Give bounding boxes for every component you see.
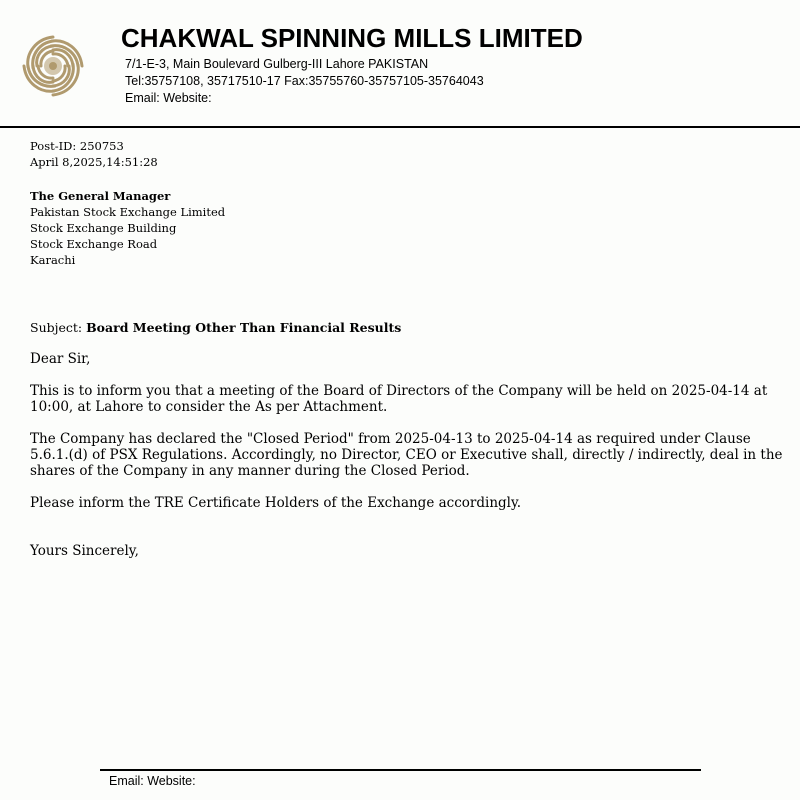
body-paragraph-inform: Please inform the TRE Certificate Holders of the Exchange accordingly. [30, 495, 522, 511]
subject-text: Board Meeting Other Than Financial Results [86, 320, 402, 335]
company-email-website: Email: Website: [125, 91, 212, 105]
post-id: Post-ID: 250753 [30, 139, 124, 153]
post-date: April 8,2025,14:51:28 [30, 155, 158, 169]
salutation: Dear Sir, [30, 351, 91, 367]
recipient-line: Pakistan Stock Exchange Limited [30, 205, 226, 219]
footer-email-website: Email: Website: [109, 774, 196, 788]
swirl-logo-icon [18, 31, 88, 101]
recipient-line: Stock Exchange Road [30, 237, 158, 251]
company-phone-fax: Tel:35757108, 35717510-17 Fax:35755760-35757105-35764043 [125, 74, 484, 88]
company-logo [18, 31, 88, 101]
company-name: CHAKWAL SPINNING MILLS LIMITED [121, 23, 583, 53]
company-address: 7/1-E-3, Main Boulevard Gulberg-III Lahore PAKISTAN [125, 57, 429, 71]
footer-divider [100, 769, 701, 771]
body-paragraph-closed-period: The Company has declared the "Closed Period" from 2025-04-13 to 2025-04-14 as required under Clause 5.6.1.(d) of PSX Regulations. Accordingly, no Director, CEO or Executive shall, directly / indirectly, deal in the shares of the Company in any manner during the Closed Period. [30, 431, 783, 479]
recipient-address-block [30, 188, 225, 268]
header-divider [0, 126, 800, 128]
recipient-line: Stock Exchange Building [30, 221, 177, 235]
body-paragraph-meeting: This is to inform you that a meeting of the Board of Directors of the Company will be held on 2025-04-14 at 10:00, at Lahore to consider the As per Attachment. [30, 383, 768, 415]
recipient-line: Karachi [30, 253, 76, 267]
closing: Yours Sincerely, [30, 543, 139, 559]
recipient-title: The General Manager [30, 189, 171, 203]
subject-line [30, 319, 401, 336]
subject-label: Subject: [30, 320, 83, 335]
